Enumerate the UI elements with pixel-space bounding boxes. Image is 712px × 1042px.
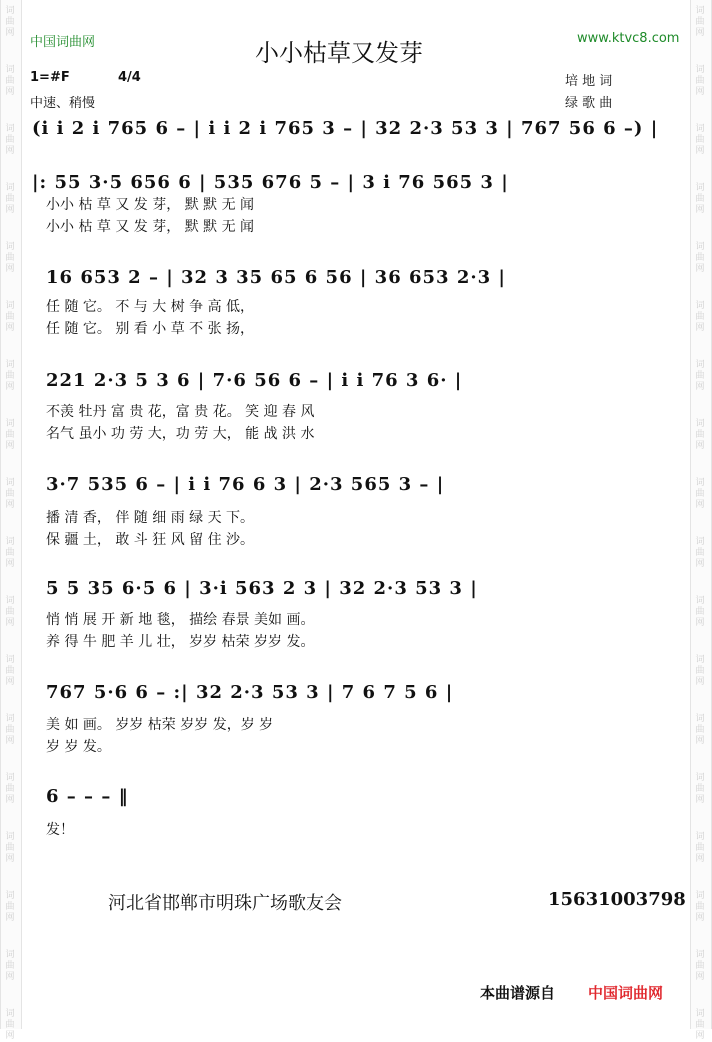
score-line-7-verse-1: 美 如 画。 岁岁 枯荣 岁岁 发，岁 岁 xyxy=(46,717,274,733)
side-watermark-glyph: 网 xyxy=(695,677,705,687)
side-watermark-glyph: 曲 xyxy=(5,371,15,381)
side-watermark-glyph: 曲 xyxy=(5,76,15,86)
side-watermark-glyph: 网 xyxy=(695,441,705,451)
side-watermark-glyph: 词 xyxy=(5,478,15,488)
side-watermark-glyph: 网 xyxy=(695,913,705,923)
side-watermark-glyph: 网 xyxy=(5,913,15,923)
score-line-2-verse-2: 小小 枯 草 又 发 芽， 默 默 无 闻 xyxy=(46,219,255,235)
side-watermark-glyph: 网 xyxy=(5,736,15,746)
side-watermark-glyph: 曲 xyxy=(5,1020,15,1030)
side-watermark-glyph: 曲 xyxy=(5,666,15,676)
score-line-5-verse-2: 保 疆 土， 敢 斗 狂 风 留 住 沙。 xyxy=(46,532,255,548)
side-watermark-glyph: 曲 xyxy=(695,194,705,204)
side-watermark-glyph: 网 xyxy=(5,205,15,215)
side-watermark-glyph: 词 xyxy=(5,183,15,193)
side-watermark-glyph: 网 xyxy=(5,972,15,982)
tempo-marking: 中速、稍慢 xyxy=(30,96,96,111)
side-watermark-glyph: 网 xyxy=(5,559,15,569)
score-line-3-verse-1: 任 随 它。 不 与 大 树 争 高 低， xyxy=(46,299,255,315)
side-watermark-glyph: 词 xyxy=(695,478,705,488)
side-watermark-glyph: 词 xyxy=(5,714,15,724)
side-watermark-glyph: 网 xyxy=(695,205,705,215)
side-watermark-glyph: 网 xyxy=(5,441,15,451)
side-watermark-glyph: 曲 xyxy=(5,489,15,499)
side-watermark-glyph: 网 xyxy=(695,323,705,333)
side-watermark-glyph: 网 xyxy=(695,559,705,569)
side-watermark-glyph: 网 xyxy=(5,146,15,156)
side-watermark-glyph: 词 xyxy=(5,301,15,311)
side-watermark-glyph: 网 xyxy=(5,323,15,333)
side-watermark-glyph: 词 xyxy=(695,773,705,783)
side-watermark-glyph: 曲 xyxy=(5,312,15,322)
side-watermark-glyph: 网 xyxy=(695,795,705,805)
side-watermark-glyph: 词 xyxy=(5,6,15,16)
side-watermark-glyph: 词 xyxy=(695,537,705,547)
right-watermark-column xyxy=(690,6,710,1041)
footer-organization: 河北省邯郸市明珠广场歌友会 xyxy=(108,893,342,914)
side-watermark-glyph: 词 xyxy=(695,419,705,429)
side-watermark-glyph: 词 xyxy=(695,6,705,16)
score-line-1-notes: (i i 2 i 765 6 – | i i 2 i 765 3 – | 32 2·3 53 3 | 767 56 6 –) | xyxy=(32,118,659,139)
left-watermark-column xyxy=(0,6,20,1041)
side-watermark-glyph: 词 xyxy=(5,596,15,606)
side-watermark-glyph: 网 xyxy=(695,618,705,628)
score-line-4-verse-2: 名气 虽小 功 劳 大，功 劳 大， 能 战 洪 水 xyxy=(46,426,315,442)
time-signature: 4/4 xyxy=(118,70,141,85)
side-watermark-glyph: 曲 xyxy=(695,548,705,558)
side-watermark-glyph: 曲 xyxy=(5,135,15,145)
side-watermark-glyph: 词 xyxy=(695,832,705,842)
side-watermark-glyph: 曲 xyxy=(5,784,15,794)
source-site-link[interactable]: 中国词曲网 xyxy=(588,984,664,1002)
side-watermark-glyph: 曲 xyxy=(695,843,705,853)
side-watermark-glyph: 词 xyxy=(5,655,15,665)
side-watermark-glyph: 网 xyxy=(5,677,15,687)
side-watermark-glyph: 词 xyxy=(5,124,15,134)
side-watermark-glyph: 网 xyxy=(5,264,15,274)
side-watermark-glyph: 词 xyxy=(695,1009,705,1019)
score-line-2-notes: |: 55 3·5 656 6 | 535 676 5 – | 3 i 76 565 3 | xyxy=(32,172,509,193)
site-url[interactable]: www.ktvc8.com xyxy=(577,31,680,46)
side-watermark-glyph: 曲 xyxy=(695,371,705,381)
side-watermark-glyph: 词 xyxy=(5,832,15,842)
side-watermark-glyph: 曲 xyxy=(695,17,705,27)
side-watermark-glyph: 词 xyxy=(695,124,705,134)
side-watermark-glyph: 曲 xyxy=(695,725,705,735)
side-watermark-glyph: 网 xyxy=(695,382,705,392)
side-watermark-glyph: 词 xyxy=(5,242,15,252)
score-line-6-verse-1: 悄 悄 展 开 新 地 毯， 描绘 春景 美如 画。 xyxy=(46,612,315,628)
side-watermark-glyph: 网 xyxy=(5,1031,15,1041)
side-watermark-glyph: 词 xyxy=(695,596,705,606)
side-watermark-glyph: 曲 xyxy=(695,902,705,912)
side-watermark-glyph: 词 xyxy=(695,655,705,665)
side-watermark-glyph: 词 xyxy=(5,65,15,75)
score-line-5-notes: 3·7 535 6 – | i i 76 6 3 | 2·3 565 3 – | xyxy=(46,474,445,495)
side-watermark-glyph: 曲 xyxy=(695,489,705,499)
score-line-5-verse-1: 播 清 香， 伴 随 细 雨 绿 天 下。 xyxy=(46,510,255,526)
side-watermark-glyph: 曲 xyxy=(5,902,15,912)
side-watermark-glyph: 曲 xyxy=(5,548,15,558)
side-watermark-glyph: 词 xyxy=(695,714,705,724)
side-watermark-glyph: 网 xyxy=(5,500,15,510)
side-watermark-glyph: 词 xyxy=(5,537,15,547)
side-watermark-glyph: 词 xyxy=(5,891,15,901)
score-line-7-verse-2: 岁 岁 发。 xyxy=(46,739,111,755)
footer-phone: 15631003798 xyxy=(548,889,686,910)
side-watermark-glyph: 曲 xyxy=(695,253,705,263)
side-watermark-glyph: 网 xyxy=(5,854,15,864)
score-line-4-notes: 221 2·3 5 3 6 | 7·6 56 6 – | i i 76 3 6· | xyxy=(46,370,463,391)
score-line-6-verse-2: 养 得 牛 肥 羊 儿 壮， 岁岁 枯荣 岁岁 发。 xyxy=(46,634,315,650)
score-line-2-verse-1: 小小 枯 草 又 发 芽， 默 默 无 闻 xyxy=(46,197,255,213)
side-watermark-glyph: 网 xyxy=(695,854,705,864)
side-watermark-glyph: 词 xyxy=(5,1009,15,1019)
composer-credit: 绿 歌 曲 xyxy=(565,96,613,111)
side-watermark-glyph: 词 xyxy=(695,891,705,901)
side-watermark-glyph: 网 xyxy=(695,972,705,982)
side-watermark-glyph: 网 xyxy=(695,146,705,156)
side-watermark-glyph: 网 xyxy=(5,87,15,97)
score-line-6-notes: 5 5 35 6·5 6 | 3·i 563 2 3 | 32 2·3 53 3 | xyxy=(46,578,478,599)
source-label: 本曲谱源自 xyxy=(480,984,556,1002)
side-watermark-glyph: 曲 xyxy=(5,843,15,853)
side-watermark-glyph: 词 xyxy=(695,301,705,311)
side-watermark-glyph: 词 xyxy=(695,65,705,75)
side-watermark-glyph: 曲 xyxy=(695,430,705,440)
score-line-4-verse-1: 不羡 牡丹 富 贵 花，富 贵 花。 笑 迎 春 风 xyxy=(46,404,315,420)
score-line-3-notes: 16 653 2 – | 32 3 35 65 6 56 | 36 653 2·3 | xyxy=(46,267,506,288)
lyricist-credit: 培 地 词 xyxy=(565,74,613,89)
side-watermark-glyph: 词 xyxy=(695,950,705,960)
side-watermark-glyph: 曲 xyxy=(5,607,15,617)
side-watermark-glyph: 曲 xyxy=(695,961,705,971)
side-watermark-glyph: 网 xyxy=(695,264,705,274)
side-watermark-glyph: 曲 xyxy=(695,666,705,676)
side-watermark-glyph: 网 xyxy=(695,500,705,510)
side-watermark-glyph: 曲 xyxy=(695,784,705,794)
song-title: 小小枯草又发芽 xyxy=(255,39,423,67)
side-watermark-glyph: 曲 xyxy=(695,135,705,145)
side-watermark-glyph: 词 xyxy=(5,950,15,960)
side-watermark-glyph: 网 xyxy=(5,382,15,392)
side-watermark-glyph: 曲 xyxy=(695,607,705,617)
side-watermark-glyph: 网 xyxy=(695,28,705,38)
side-watermark-glyph: 词 xyxy=(5,360,15,370)
score-line-7-notes: 767 5·6 6 – :| 32 2·3 53 3 | 7 6 7 5 6 | xyxy=(46,682,454,703)
side-watermark-glyph: 曲 xyxy=(5,430,15,440)
site-name-left[interactable]: 中国词曲网 xyxy=(30,35,96,50)
side-watermark-glyph: 曲 xyxy=(695,312,705,322)
side-watermark-glyph: 网 xyxy=(5,795,15,805)
side-watermark-glyph: 网 xyxy=(695,1031,705,1041)
score-line-8-notes: 6 – – – ‖ xyxy=(46,786,129,807)
key-signature: 1=#F xyxy=(30,70,70,85)
side-watermark-glyph: 曲 xyxy=(695,1020,705,1030)
side-watermark-glyph: 网 xyxy=(5,28,15,38)
side-watermark-glyph: 词 xyxy=(695,360,705,370)
side-watermark-glyph: 词 xyxy=(695,183,705,193)
side-watermark-glyph: 曲 xyxy=(5,253,15,263)
side-watermark-glyph: 曲 xyxy=(5,961,15,971)
score-line-3-verse-2: 任 随 它。 别 看 小 草 不 张 扬， xyxy=(46,321,255,337)
side-watermark-glyph: 词 xyxy=(695,242,705,252)
side-watermark-glyph: 网 xyxy=(695,736,705,746)
side-watermark-glyph: 曲 xyxy=(5,194,15,204)
side-watermark-glyph: 词 xyxy=(5,773,15,783)
side-watermark-glyph: 曲 xyxy=(695,76,705,86)
side-watermark-glyph: 网 xyxy=(5,618,15,628)
side-watermark-glyph: 曲 xyxy=(5,17,15,27)
score-line-8-verse-1: 发！ xyxy=(46,822,74,838)
side-watermark-glyph: 网 xyxy=(695,87,705,97)
side-watermark-glyph: 曲 xyxy=(5,725,15,735)
side-watermark-glyph: 词 xyxy=(5,419,15,429)
